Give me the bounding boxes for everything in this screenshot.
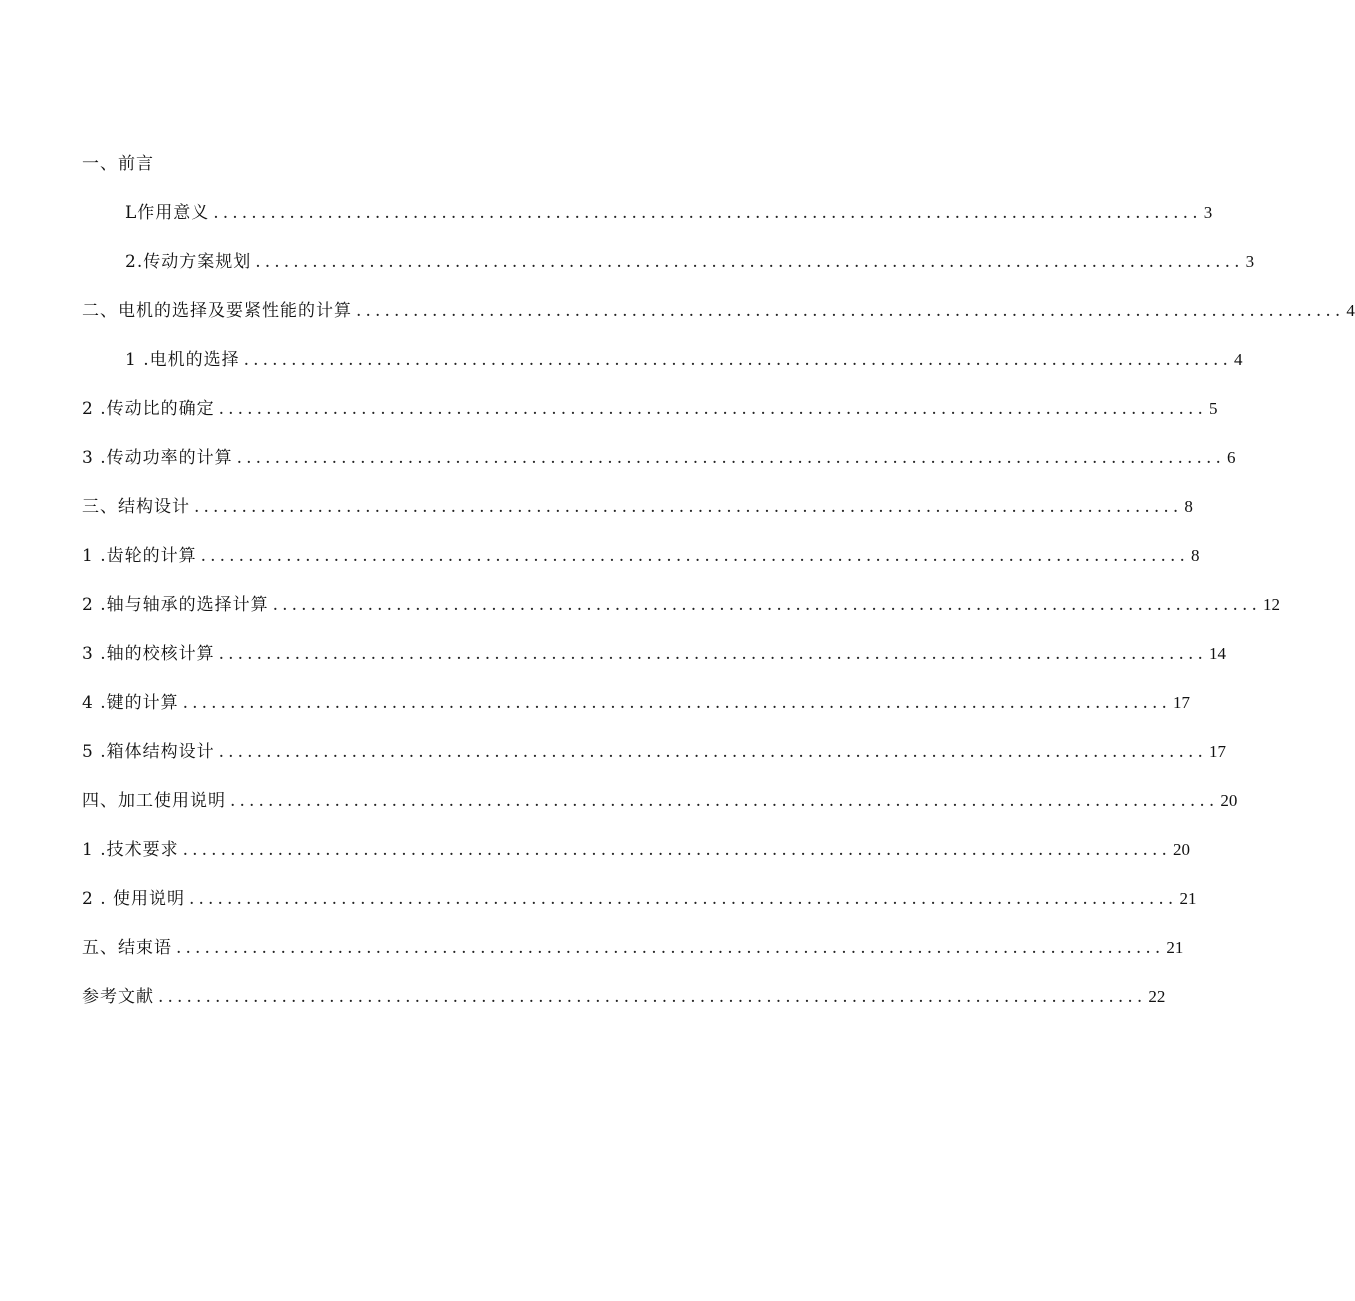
toc-leader-dots: ........................................................................................................	[176, 938, 1165, 958]
toc-entry-text: 五、结束语	[82, 938, 172, 958]
toc-entry-text: 参考文献	[82, 987, 154, 1007]
toc-page-number: 20	[1173, 840, 1191, 859]
toc-page-number: 8	[1184, 497, 1193, 516]
toc-leader-dots: ........................................................................................................	[243, 350, 1233, 370]
toc-entry-text: 1 .齿轮的计算	[82, 546, 197, 566]
toc-entry-text: 2 .传动比的确定	[82, 399, 215, 419]
toc-entry-text: 2 . 使用说明	[82, 889, 186, 909]
toc-page-number: 17	[1209, 742, 1227, 761]
toc-leader-dots: ........................................................................................................	[182, 693, 1172, 713]
toc-entry-text: 三、结构设计	[82, 497, 190, 517]
toc-page-number: 3	[1245, 252, 1255, 271]
toc-entry-text: 3 .传动功率的计算	[82, 448, 233, 468]
toc-entry-text: 四、加工使用说明	[82, 791, 226, 811]
toc-entry	[82, 934, 1184, 958]
toc-page-number: 17	[1173, 693, 1191, 712]
toc-leader-dots: ........................................................................................................	[272, 595, 1262, 615]
toc-page-number: 5	[1209, 399, 1218, 418]
toc-entry-preface	[82, 150, 282, 174]
toc-leader-dots: ........................................................................................................	[218, 742, 1208, 762]
toc-entry	[82, 885, 1197, 909]
toc-entry-text: 二、电机的选择及要紧性能的计算	[82, 301, 352, 321]
toc-entry-text: 2 .轴与轴承的选择计算	[82, 595, 269, 615]
toc-entry	[125, 248, 1255, 272]
toc-entry	[82, 787, 1238, 811]
toc-page-number: 12	[1263, 595, 1281, 614]
toc-page-number: 14	[1209, 644, 1227, 663]
toc-page-number: 4	[1234, 350, 1243, 369]
toc-entry	[82, 542, 1200, 566]
toc-entry	[82, 591, 1281, 615]
toc-leader-dots: ........................................................................................................	[189, 889, 1178, 909]
toc-leader-dots: ........................................................................................................	[356, 301, 1345, 321]
toc-entry-text: 2.传动方案规划	[125, 252, 252, 272]
toc-page-number: 21	[1179, 889, 1197, 908]
toc-leader-dots: ........................................................................................................	[218, 399, 1208, 419]
toc-entry	[82, 444, 1236, 468]
toc-entry-text: 1 .电机的选择	[125, 350, 240, 370]
toc-page-number: 21	[1166, 938, 1184, 957]
toc-leader-dots: ........................................................................................................	[255, 252, 1244, 272]
toc-entry	[82, 738, 1227, 762]
toc-entry-text: 1 .技术要求	[82, 840, 179, 860]
toc-page-number: 4	[1346, 301, 1355, 320]
toc-leader-dots: ........................................................................................................	[236, 448, 1226, 468]
toc-page-number: 3	[1203, 203, 1213, 222]
toc-entry-text: L作用意义	[125, 203, 210, 223]
toc-entry-text: 一、前言	[82, 154, 154, 174]
toc-entry	[82, 836, 1191, 860]
toc-leader-dots: ........................................................................................................	[194, 497, 1183, 517]
toc-entry-text: 5 .箱体结构设计	[82, 742, 215, 762]
toc-page-number: 22	[1148, 987, 1166, 1006]
toc-leader-dots: ........................................................................................................	[182, 840, 1172, 860]
toc-entry	[82, 493, 1193, 517]
toc-page-number: 20	[1220, 791, 1238, 810]
toc-leader-dots: ........................................................................................................	[218, 644, 1208, 664]
toc-leader-dots: ........................................................................................................	[158, 987, 1147, 1007]
toc-page-number: 6	[1227, 448, 1236, 467]
toc-entry	[82, 689, 1191, 713]
toc-leader-dots: ........................................................................................................	[213, 203, 1202, 223]
toc-leader-dots: ........................................................................................................	[230, 791, 1219, 811]
toc-entry	[125, 346, 1243, 370]
toc-leader-dots: ........................................................................................................	[200, 546, 1190, 566]
toc-entry	[82, 297, 1355, 321]
toc-entry-text: 3 .轴的校核计算	[82, 644, 215, 664]
toc-entry-text: 4 .键的计算	[82, 693, 179, 713]
toc-entry	[125, 199, 1213, 223]
toc-page-number: 8	[1191, 546, 1200, 565]
toc-entry	[82, 395, 1218, 419]
toc-entry	[82, 640, 1227, 664]
toc-entry	[82, 983, 1166, 1007]
